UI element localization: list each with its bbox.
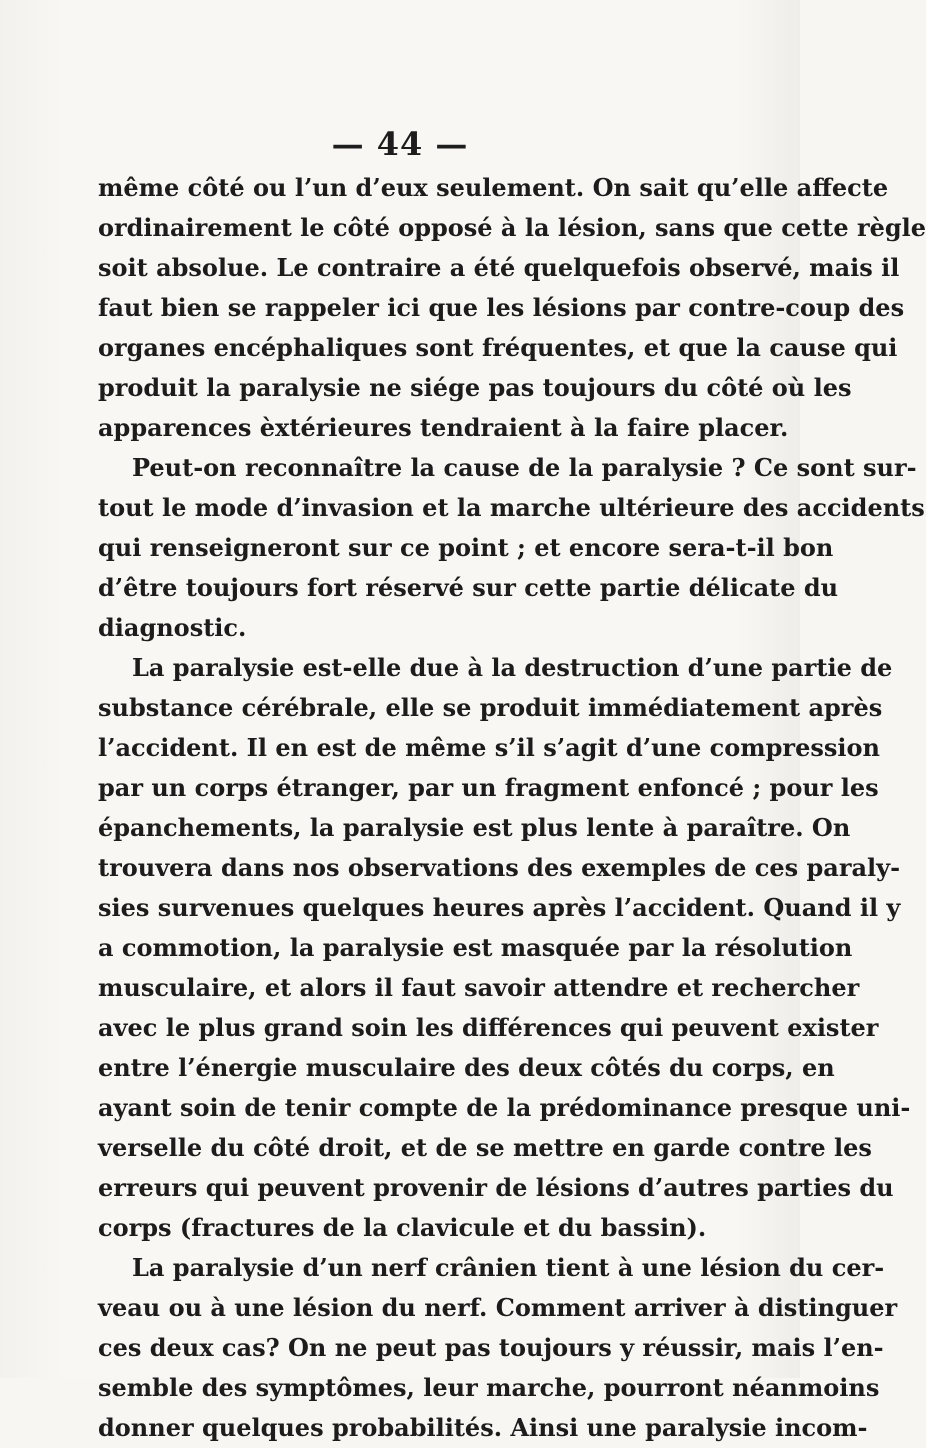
text-line: verselle du côté droit, et de se mettre en garde contre les bbox=[98, 1133, 872, 1162]
text-line: corps (fractures de la clavicule et du bassin). bbox=[98, 1213, 707, 1242]
text-line: semble des symptômes, leur marche, pourront néanmoins bbox=[98, 1373, 880, 1402]
text-line: épanchements, la paralysie est plus lente à paraître. On bbox=[98, 813, 851, 842]
text-line: erreurs qui peuvent provenir de lésions d’autres parties du bbox=[98, 1173, 894, 1202]
text-line: apparences èxtérieures tendraient à la faire placer. bbox=[98, 413, 789, 442]
text-line: même côté ou l’un d’eux seulement. On sait qu’elle affecte bbox=[98, 173, 889, 202]
text-line: soit absolue. Le contraire a été quelquefois observé, mais il bbox=[98, 253, 900, 282]
text-line: qui renseigneront sur ce point ; et encore sera-t-il bon bbox=[98, 533, 834, 562]
text-line: La paralysie est-elle due à la destruction d’une partie de bbox=[132, 653, 893, 682]
text-line: ordinairement le côté opposé à la lésion, sans que cette règle bbox=[98, 213, 926, 242]
text-line: l’accident. Il en est de même s’il s’agit d’une compression bbox=[98, 733, 880, 762]
text-line: diagnostic. bbox=[98, 613, 247, 642]
text-line: Peut-on reconnaître la cause de la paralysie ? Ce sont sur- bbox=[132, 453, 917, 482]
text-line: substance cérébrale, elle se produit immédiatement après bbox=[98, 693, 883, 722]
text-line: veau ou à une lésion du nerf. Comment arriver à distinguer bbox=[98, 1293, 898, 1322]
body-text bbox=[98, 168, 926, 1448]
page-number: — 44 — bbox=[331, 125, 469, 163]
text-line: d’être toujours fort réservé sur cette partie délicate du bbox=[98, 573, 839, 602]
text-line: produit la paralysie ne siége pas toujours du côté où les bbox=[98, 373, 852, 402]
text-line: ayant soin de tenir compte de la prédominance presque uni- bbox=[98, 1093, 911, 1122]
text-line: La paralysie d’un nerf crânien tient à une lésion du cer- bbox=[132, 1253, 885, 1282]
text-line: musculaire, et alors il faut savoir attendre et rechercher bbox=[98, 973, 860, 1002]
text-line: trouvera dans nos observations des exemples de ces paraly- bbox=[98, 853, 901, 882]
text-line: donner quelques probabilités. Ainsi une paralysie incom- bbox=[98, 1413, 868, 1442]
text-line: avec le plus grand soin les différences qui peuvent exister bbox=[98, 1013, 879, 1042]
text-line: organes encéphaliques sont fréquentes, et que la cause qui bbox=[98, 333, 898, 362]
text-line: faut bien se rappeler ici que les lésions par contre-coup des bbox=[98, 293, 905, 322]
text-line: ces deux cas? On ne peut pas toujours y réussir, mais l’en- bbox=[98, 1333, 884, 1362]
text-line: par un corps étranger, par un fragment enfoncé ; pour les bbox=[98, 773, 879, 802]
text-line: entre l’énergie musculaire des deux côtés du corps, en bbox=[98, 1053, 835, 1082]
text-line: sies survenues quelques heures après l’accident. Quand il y bbox=[98, 893, 901, 922]
text-line: a commotion, la paralysie est masquée par la résolution bbox=[98, 933, 853, 962]
text-line: tout le mode d’invasion et la marche ultérieure des accidents bbox=[98, 493, 925, 522]
